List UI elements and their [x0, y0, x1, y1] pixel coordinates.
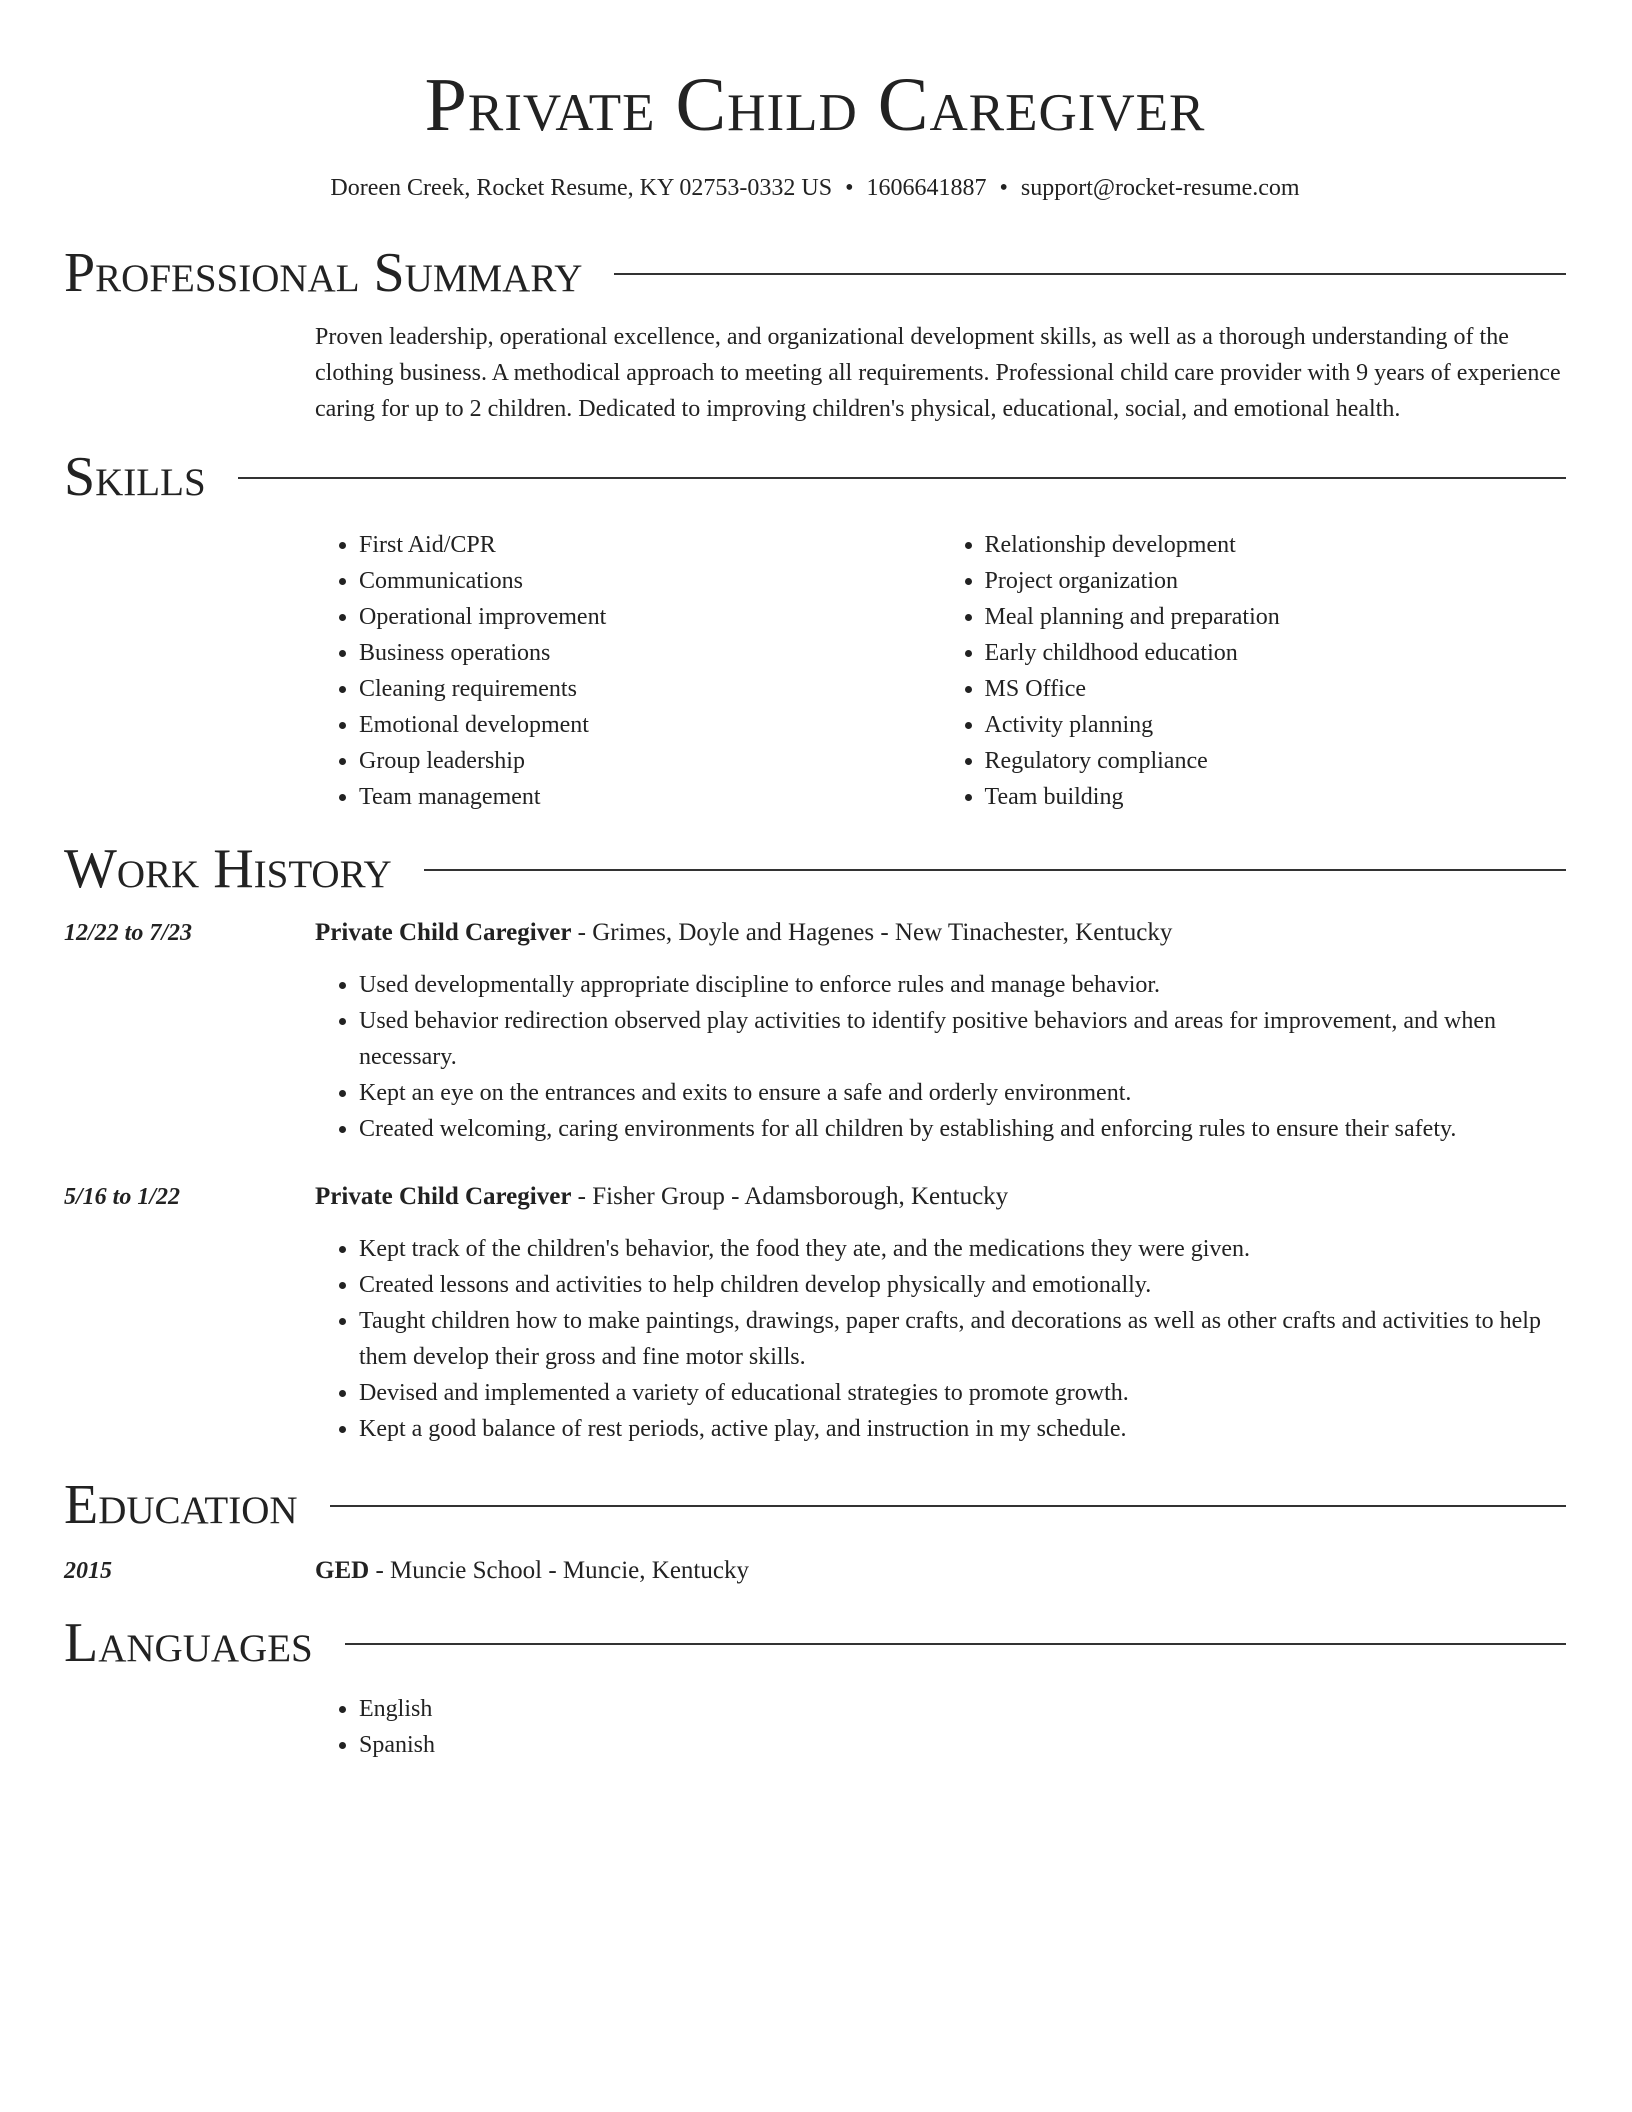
- education-degree: GED: [315, 1557, 370, 1584]
- summary-heading-row: [64, 237, 1566, 309]
- skills-section: [64, 441, 1566, 815]
- summary-body: [315, 319, 1566, 427]
- skill-item: • Communications: [359, 563, 941, 599]
- job-title-line: [315, 915, 1172, 951]
- section-divider: [614, 273, 1566, 275]
- skill-item: • Team building: [985, 779, 1567, 815]
- skill-item: • Operational improvement: [359, 599, 941, 635]
- job-duty: • Used behavior redirection observed play activities to identify positive behaviors and areas for improvement, and when necessary.: [359, 1003, 1566, 1075]
- job-employer-location: - Fisher Group - Adamsborough, Kentucky: [571, 1183, 1009, 1210]
- education-heading-row: [64, 1469, 1566, 1541]
- skill-item: • Group leadership: [359, 743, 941, 779]
- education-line: [315, 1553, 749, 1589]
- skill-item: • Relationship development: [985, 527, 1567, 563]
- education-heading: Education: [64, 1474, 298, 1536]
- job-title: Private Child Caregiver: [315, 1183, 572, 1210]
- skill-item: • Project organization: [985, 563, 1567, 599]
- job-duties: [315, 967, 1566, 1147]
- job-duties: [315, 1231, 1566, 1447]
- contact-separator: •: [999, 175, 1008, 201]
- section-divider: [345, 1643, 1566, 1645]
- job-dates: 12/22 to 7/23: [64, 920, 193, 946]
- job-header: [64, 915, 1566, 951]
- skill-item: • Meal planning and preparation: [985, 599, 1567, 635]
- skills-grid: [315, 527, 1566, 815]
- contact-address: Doreen Creek, Rocket Resume, KY 02753-0332 US: [330, 175, 833, 201]
- job-duty: • Kept a good balance of rest periods, active play, and instruction in my schedule.: [359, 1411, 1566, 1447]
- language-item: • Spanish: [359, 1727, 1566, 1763]
- languages-heading: Languages: [64, 1612, 313, 1674]
- work-history-section: [64, 833, 1566, 1447]
- resume-page: [64, 0, 1566, 1763]
- languages-list: [315, 1691, 1566, 1763]
- skill-item: • Emotional development: [359, 707, 941, 743]
- job-entry: [64, 1179, 1566, 1447]
- skill-item: • Business operations: [359, 635, 941, 671]
- education-year: 2015: [64, 1558, 112, 1584]
- summary-section: [64, 237, 1566, 427]
- skill-item: • Cleaning requirements: [359, 671, 941, 707]
- job-duty: • Taught children how to make paintings, drawings, paper crafts, and decorations as well as other crafts and activities to help them develop their gross and fine motor skills.: [359, 1303, 1566, 1375]
- section-divider: [424, 869, 1566, 871]
- skills-list-right: [941, 527, 1567, 815]
- job-duty: • Kept an eye on the entrances and exits to ensure a safe and orderly environment.: [359, 1075, 1566, 1111]
- section-divider: [238, 477, 1566, 479]
- education-entry: [64, 1553, 1566, 1589]
- job-employer-location: - Grimes, Doyle and Hagenes - New Tinachester, Kentucky: [571, 919, 1173, 946]
- education-section: [64, 1469, 1566, 1589]
- summary-heading: Professional Summary: [64, 242, 583, 304]
- job-duty: • Kept track of the children's behavior, the food they ate, and the medications they were given.: [359, 1231, 1566, 1267]
- candidate-name: Private Child Caregiver: [424, 63, 1206, 147]
- work-heading-row: [64, 833, 1566, 905]
- work-history-heading: Work History: [64, 838, 392, 900]
- skill-item: • MS Office: [985, 671, 1567, 707]
- skill-item: • Activity planning: [985, 707, 1567, 743]
- contact-email: support@rocket-resume.com: [1020, 175, 1300, 201]
- job-duty-list: [315, 1231, 1566, 1447]
- job-duty: • Created lessons and activities to help children develop physically and emotionally.: [359, 1267, 1566, 1303]
- skills-heading: Skills: [64, 446, 206, 508]
- job-title-line: [315, 1179, 1008, 1215]
- language-item: • English: [359, 1691, 1566, 1727]
- job-duty: • Created welcoming, caring environments for all children by establishing and enforcing rules to ensure their safety.: [359, 1111, 1566, 1147]
- job-entry: [64, 915, 1566, 1147]
- job-duty-list: [315, 967, 1566, 1147]
- languages-body: [315, 1691, 1566, 1763]
- contact-line: [64, 172, 1566, 204]
- skills-list-left: [315, 527, 941, 815]
- contact-separator: •: [845, 175, 854, 201]
- languages-section: [64, 1607, 1566, 1763]
- job-header: [64, 1179, 1566, 1215]
- skill-item: • Regulatory compliance: [985, 743, 1567, 779]
- skills-heading-row: [64, 441, 1566, 513]
- section-divider: [330, 1505, 1566, 1507]
- job-duty: • Devised and implemented a variety of educational strategies to promote growth.: [359, 1375, 1566, 1411]
- education-school-location: - Muncie School - Muncie, Kentucky: [369, 1557, 749, 1584]
- skill-item: • First Aid/CPR: [359, 527, 941, 563]
- summary-text: Proven leadership, operational excellence, and organizational development skills, as well as a thorough understanding of the clothing business. A methodical approach to meeting all requirements. Professional child care provider with 9 years of experience caring for up to 2 children. Dedicated to improving children's physical, educational, social, and emotional health.: [315, 324, 1561, 422]
- skill-item: • Team management: [359, 779, 941, 815]
- job-duty: • Used developmentally appropriate discipline to enforce rules and manage behavior.: [359, 967, 1566, 1003]
- languages-heading-row: [64, 1607, 1566, 1679]
- job-title: Private Child Caregiver: [315, 919, 572, 946]
- contact-phone: 1606641887: [866, 175, 987, 201]
- skill-item: • Early childhood education: [985, 635, 1567, 671]
- job-dates: 5/16 to 1/22: [64, 1184, 181, 1210]
